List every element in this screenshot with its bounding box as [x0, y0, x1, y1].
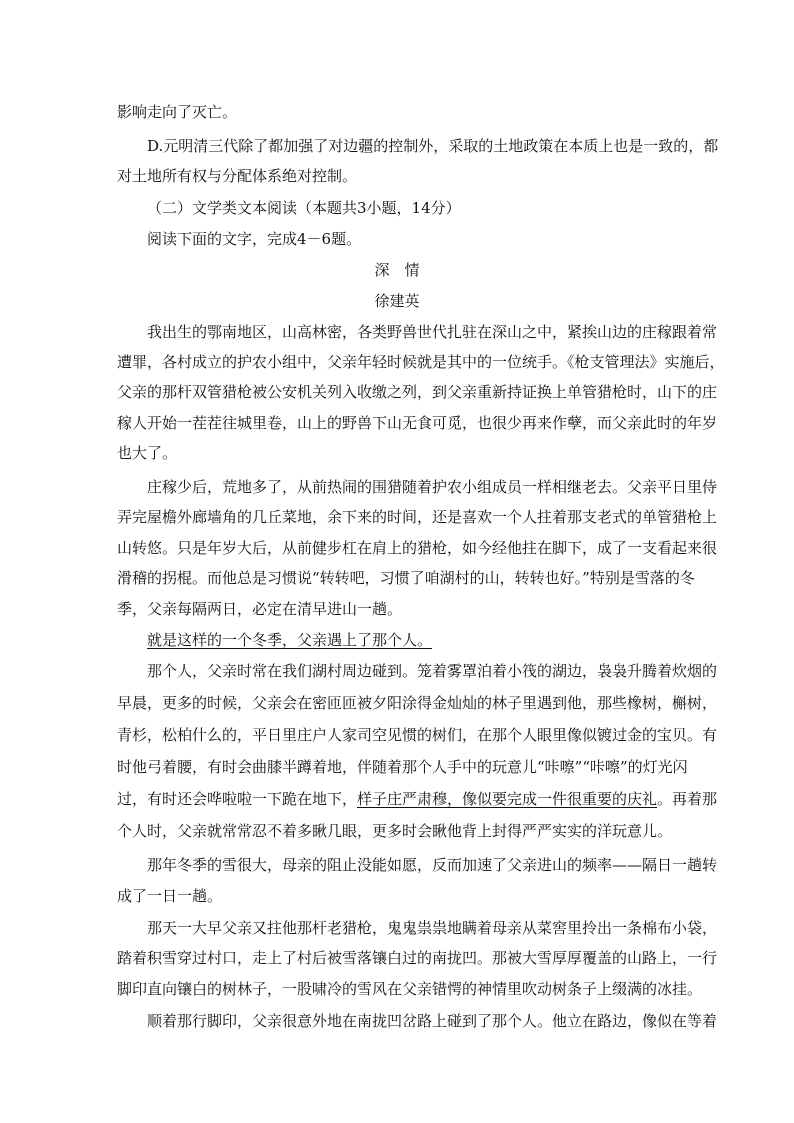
option-d-line-2: 对土地所有权与分配体系绝对控制。 — [117, 167, 358, 185]
p6-line: 脚印直向镶白的树林子，一股啸冷的雪风在父亲错愕的神情里吹动树条子上缀满的冰挂。 — [117, 980, 703, 998]
p2-line: 庄稼少后，荒地多了，从前热闹的围猎随着护农小组成员一样相继老去。父亲平日里侍 — [147, 478, 718, 496]
p6-line: 那天一大早父亲又拄他那杆老猎枪，鬼鬼祟祟地瞒着母亲从菜窖里拎出一条棉布小袋， — [147, 919, 718, 937]
p4-line: 个人时，父亲就常常忍不着多瞅几眼，更多时会瞅他背上封得严严实实的洋玩意儿。 — [117, 822, 673, 840]
p4-line-suffix: 。再着那 — [657, 790, 718, 808]
p2-line: 山转悠。只是年岁大后，从前健步杠在肩上的猎枪，如今经他拄在脚下，成了一支看起来很 — [117, 539, 718, 557]
section-heading: （二）文学类文本阅读（本题共3小题，14分） — [147, 199, 461, 217]
instruction: 阅读下面的文字，完成4－6题。 — [147, 230, 362, 248]
underlined-phrase: 样子庄严肃穆，像似要完成一件很重要的庆礼 — [357, 790, 658, 808]
prev-paragraph-line: 影响走向了灭亡。 — [117, 103, 238, 121]
p1-line: 遭罪，各村成立的护农小组中，父亲年轻时候就是其中的一位统手。《枪支管理法》实施后， — [117, 353, 725, 371]
p4-line: 早晨，更多的时候，父亲会在密匝匝被夕阳涂得金灿灿的林子里遇到他，那些橡树，槲树， — [117, 694, 718, 712]
p4-line: 那个人，父亲时常在我们湖村周边碰到。笼着雾罩泊着小筏的湖边，袅袅升腾着炊烟的 — [147, 662, 718, 680]
p1-line: 稼人开始一茬茬往城里卷，山上的野兽下山无食可觅，也很少再来作孽，而父亲此时的年岁 — [117, 414, 718, 432]
p2-line: 季，父亲每隔两日，必定在清早进山一趟。 — [117, 600, 403, 618]
p2-line: 滑稽的拐棍。而他总是习惯说“转转吧，习惯了咱湖村的山，转转也好。”特别是雪落的冬 — [117, 569, 695, 587]
option-d-line-1: D.元明清三代除了都加强了对边疆的控制外，采取的土地政策在本质上也是一致的，都 — [147, 137, 719, 155]
p3-underlined-line — [147, 630, 707, 650]
p4-line-prefix: 过，有时还会哗啦啦一下跪在地下， — [117, 790, 358, 808]
p1-line: 父亲的那杆双管猎枪被公安机关列入收缴之列，到父亲重新持证换上单管猎枪时，山下的庄 — [117, 383, 718, 401]
p6-line: 踏着积雪穿过村口，走上了村后被雪落镶白过的南拢凹。那被大雪厚厚覆盖的山路上，一行 — [117, 949, 718, 967]
p4-line: 时他弓着腰，有时会曲膝半蹲着地，伴随着那个人手中的玩意儿“咔嚓”“咔嚓”的灯光闪 — [117, 758, 688, 776]
p4-line: 青杉，松柏什么的，平日里庄户人家司空见惯的树们，在那个人眼里像似镀过金的宝贝。有 — [117, 726, 718, 744]
p2-line: 弄完屋檐外廊墙角的几丘菜地，余下来的时间，还是喜欢一个人拄着那支老式的单管猎枪上 — [117, 508, 718, 526]
article-title: 深 情 — [374, 261, 420, 279]
p5-line: 那年冬季的雪很大，母亲的阻止没能如愿，反而加速了父亲进山的频率——隔日一趟转 — [147, 856, 718, 874]
article-author: 徐建英 — [374, 292, 420, 310]
underlined-sentence: 就是这样的一个冬季，父亲遇上了那个人。 — [147, 631, 433, 649]
p1-line: 我出生的鄂南地区，山高林密，各类野兽世代扎驻在深山之中，紧挨山边的庄稼跟着常 — [147, 323, 718, 341]
p4-line-with-underline — [117, 789, 718, 809]
p5-line: 成了一日一趟。 — [117, 887, 223, 905]
p7-line: 顺着那行脚印，父亲很意外地在南拢凹岔路上碰到了那个人。他立在路边，像似在等着 — [147, 1012, 718, 1030]
p1-line: 也大了。 — [117, 444, 178, 462]
